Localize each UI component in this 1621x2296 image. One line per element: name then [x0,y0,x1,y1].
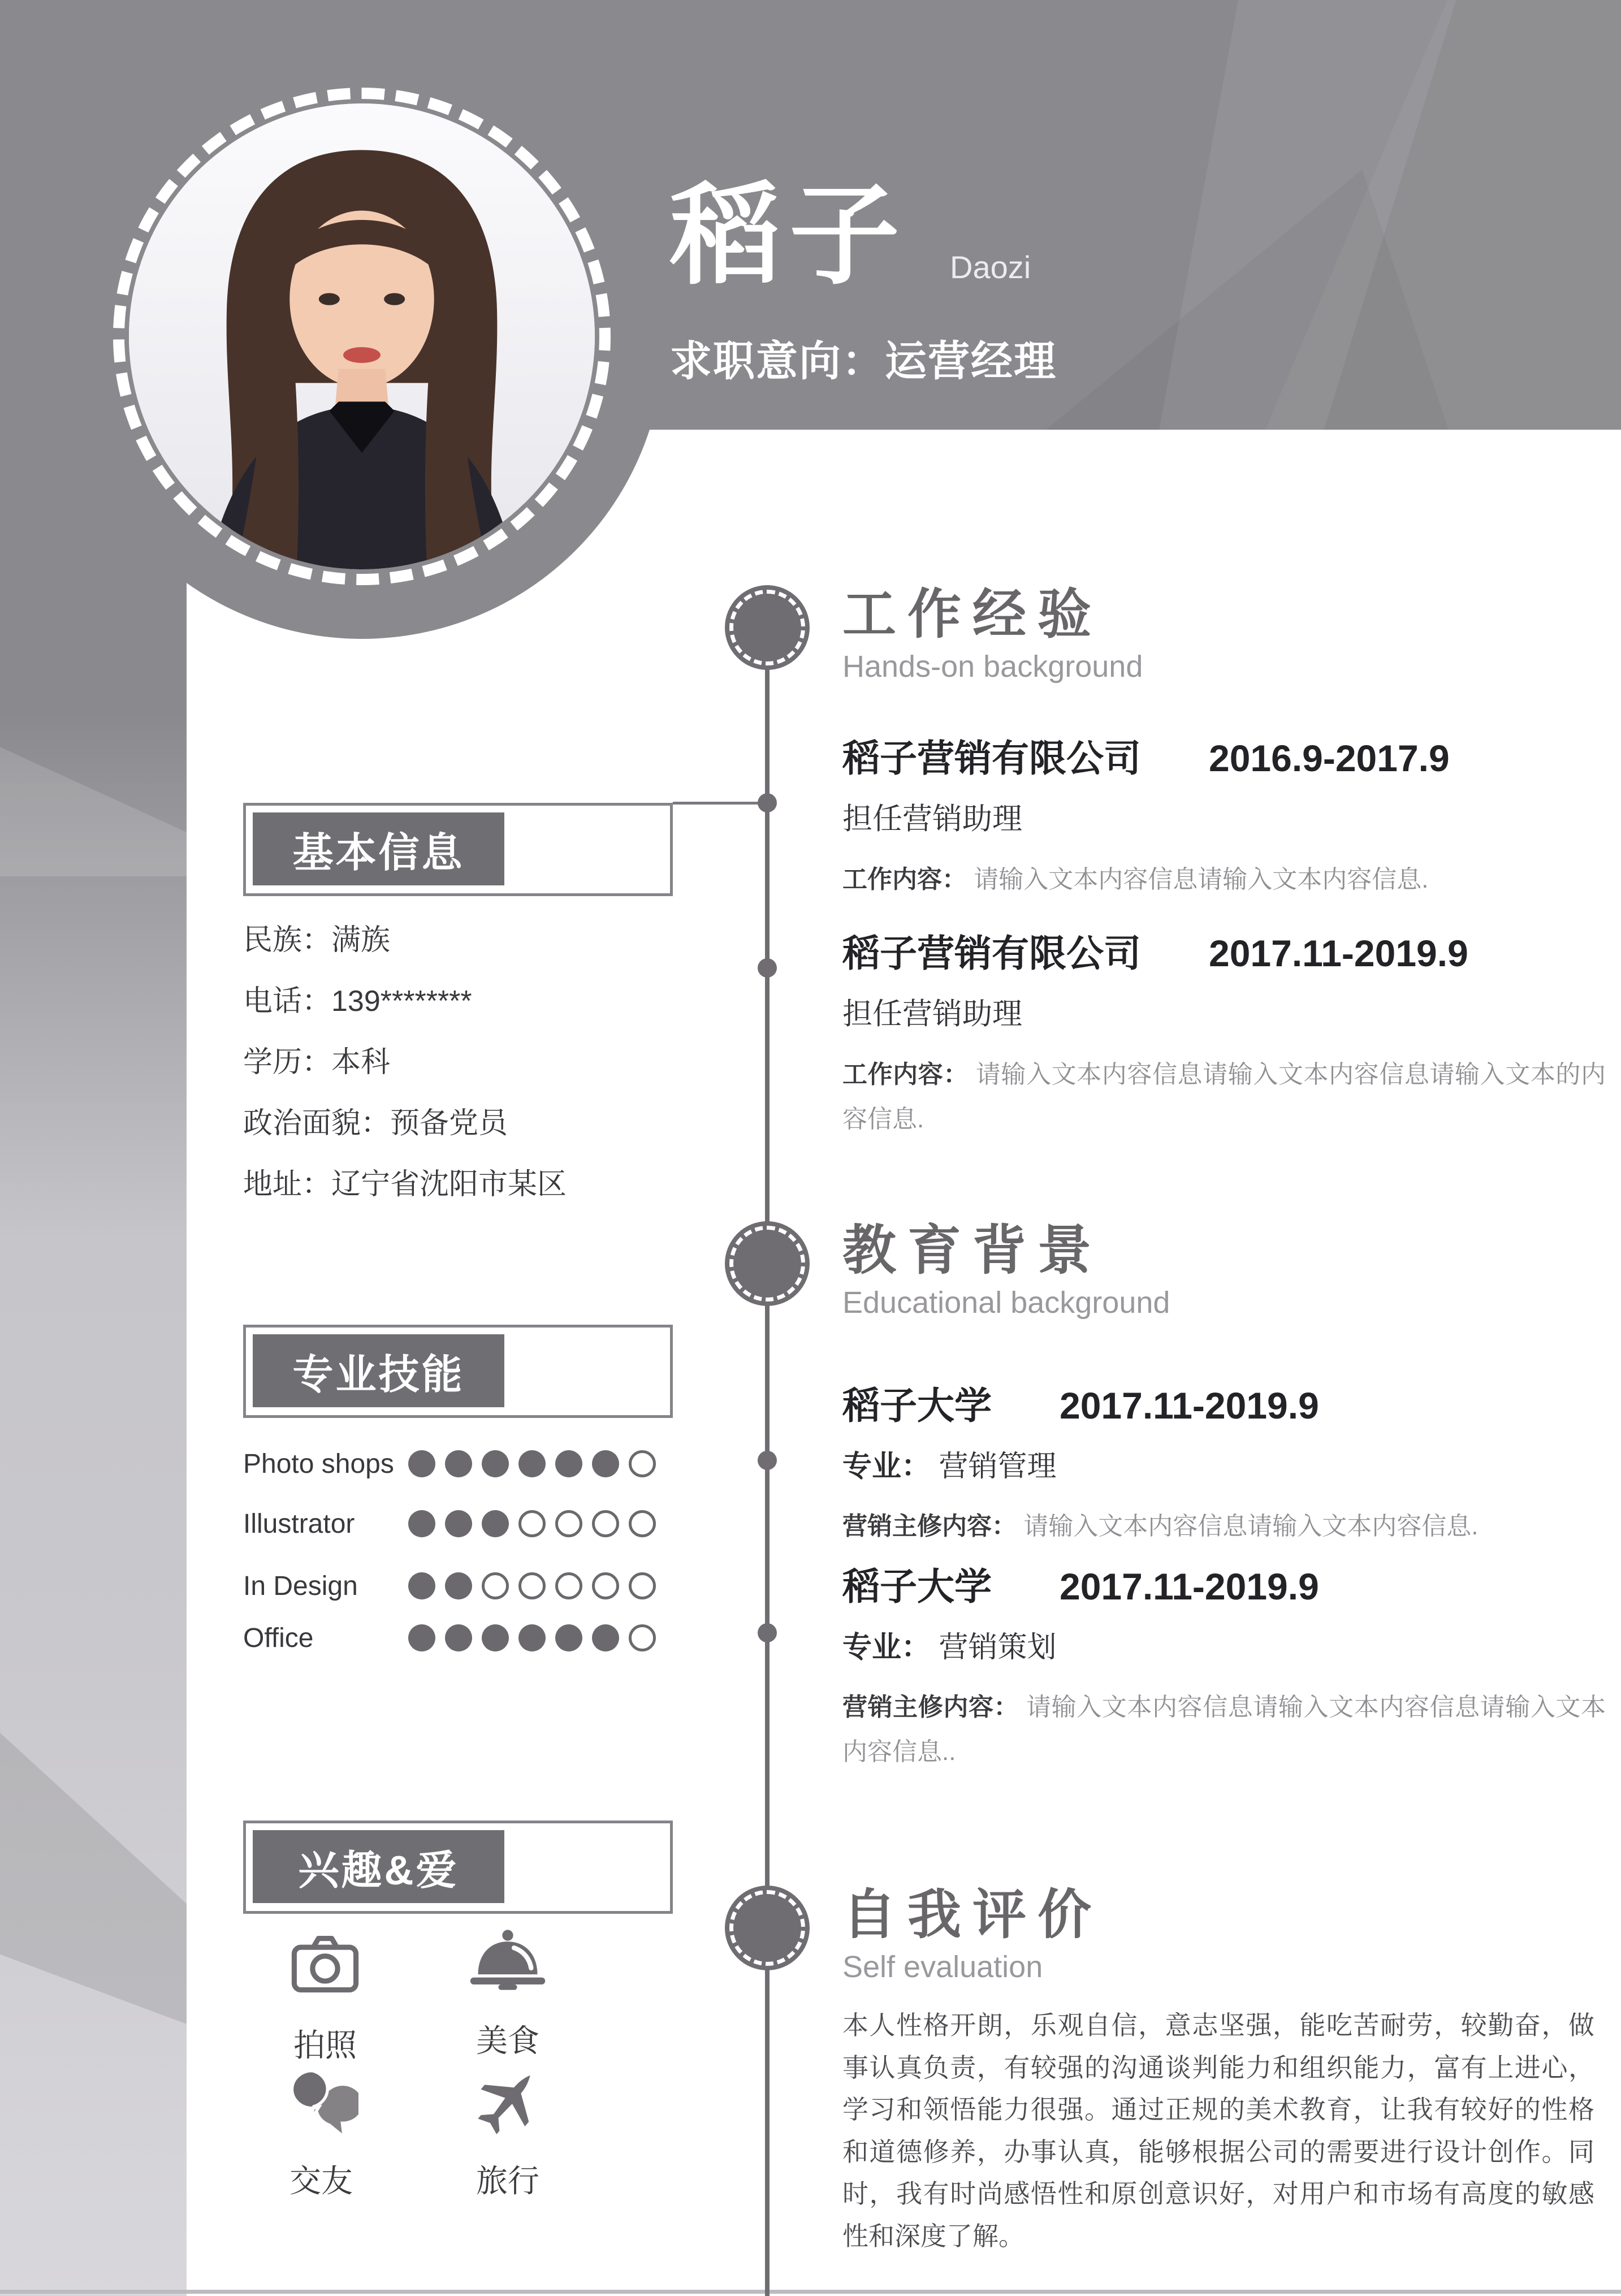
skill-dot-filled [445,1510,472,1537]
education-section-subtitle: Educational background [842,1286,1170,1320]
education-description-text: 请输入文本内容信息请输入文本内容信息. [1023,1512,1479,1540]
avatar-dashed-ring [113,88,611,585]
skill-dot-filled [408,1572,435,1599]
skills-title-box [243,1325,673,1418]
timeline-node [758,958,777,978]
skill-dot-empty [482,1572,509,1599]
timeline-node [758,1451,777,1470]
work-entry [842,738,1606,902]
skill-dot-filled [555,1624,582,1651]
evaluation-section-subtitle: Self evaluation [842,1950,1043,1984]
timeline-node [758,793,777,812]
skill-dot-empty [518,1510,546,1537]
work-period: 2017.11-2019.9 [1209,932,1468,974]
evaluation-section-circle [725,1886,810,1970]
work-period: 2016.9-2017.9 [1209,737,1450,779]
skill-dot-filled [555,1450,582,1477]
skill-dot-filled [445,1572,472,1599]
major-label: 专业： [842,1450,931,1483]
skill-name: In Design [243,1571,358,1601]
education-entry [842,1385,1606,1549]
work-role: 担任营销助理 [842,997,1022,1031]
skill-dot-filled [408,1510,435,1537]
hobby-item [282,2062,361,2202]
skill-dot-filled [518,1450,546,1477]
timeline-node [758,1623,777,1642]
skill-dot-filled [408,1624,435,1651]
education-period: 2017.11-2019.9 [1060,1385,1319,1426]
work-section-title: 工作经验 [842,585,1103,645]
skill-dot-filled [482,1510,509,1537]
work-description [842,857,1606,902]
skill-dot-filled [592,1624,619,1651]
skill-dot-filled [592,1450,619,1477]
education-description-label: 营销主修内容： [842,1693,1019,1721]
skill-dot-empty [592,1510,619,1537]
education-description [842,1504,1606,1549]
work-entry [842,933,1606,1141]
skill-dot-empty [555,1572,582,1599]
skill-dot-filled [445,1624,472,1651]
work-description-text: 请输入文本内容信息请输入文本内容信息请输入文本的内容信息. [842,1060,1606,1133]
education-period: 2017.11-2019.9 [1060,1566,1319,1607]
info-item: 民族：满族 [243,924,391,957]
info-item: 政治面貌：预备党员 [243,1107,508,1140]
basic-info-title: 基本信息 [253,812,504,885]
company-name: 稻子营销有限公司 [842,932,1141,974]
evaluation-section-title: 自我评价 [842,1885,1103,1945]
food-icon [468,1922,547,2001]
hobby-label: 交友 [289,2163,353,2199]
skill-name: Photo shops [243,1449,394,1479]
skill-dot-empty [629,1510,656,1537]
skill-dots [408,1572,656,1599]
page-bottom-edge [0,2290,1621,2294]
evaluation-text: 本人性格开朗，乐观自信，意志坚强，能吃苦耐劳，较勤奋，做事认真负责，有较强的沟通谈判能力和组织能力，富有上进心，学习和领悟能力很强。通过正规的美术教育，让我有较好的性格和道德修养，办事认真，能够根据公司的需要进行设计创作。同时，我有时尚感悟性和原创意识好，对用户和市场有高度的敏感性和深度了解。 [842,2010,1594,2251]
hobby-label: 拍照 [293,2027,357,2063]
interests-title-box [243,1821,673,1914]
education-description-text: 请输入文本内容信息请输入文本内容信息请输入文本内容信息.. [842,1693,1606,1766]
hobby-label: 旅行 [476,2163,539,2199]
skill-name: Illustrator [243,1509,355,1539]
skills-title: 专业技能 [253,1334,504,1407]
skill-dot-filled [482,1450,509,1477]
school-name: 稻子大学 [842,1385,992,1426]
work-description [842,1052,1606,1141]
skill-name: Office [243,1623,314,1653]
skill-dot-filled [482,1624,509,1651]
job-intention: 求职意向：运营经理 [670,338,1057,384]
hobby-label: 美食 [476,2023,539,2059]
skill-dot-empty [518,1572,546,1599]
skill-dot-filled [445,1450,472,1477]
major-value: 营销策划 [939,1631,1057,1664]
camera-icon [286,1927,365,2006]
company-name: 稻子营销有限公司 [842,737,1141,779]
info-item: 地址：辽宁省沈阳市某区 [243,1168,567,1201]
basic-info-title-box [243,803,673,896]
skill-dots [408,1624,656,1651]
timeline-line [765,585,770,2296]
major-label: 专业： [842,1631,931,1664]
education-section-circle [725,1221,810,1306]
education-section-title: 教育背景 [842,1221,1103,1281]
plane-icon [468,2062,547,2142]
education-description-label: 营销主修内容： [842,1512,1017,1540]
skill-dot-empty [592,1572,619,1599]
candidate-name: 稻子 [670,174,909,297]
info-item: 学历：本科 [243,1046,391,1079]
major-value: 营销管理 [939,1450,1057,1483]
hobby-item [286,1927,365,2066]
hobby-item [468,2062,547,2202]
basic-info-connector-line [673,802,767,805]
education-entry [842,1566,1606,1774]
work-description-text: 请输入文本内容信息请输入文本内容信息. [974,865,1429,893]
skill-dot-empty [629,1624,656,1651]
major-line [842,1442,1606,1485]
info-item: 电话：139******** [243,985,472,1018]
work-section-subtitle: Hands-on background [842,650,1143,684]
work-role: 担任营销助理 [842,802,1022,836]
skill-dots [408,1510,656,1537]
skill-dot-empty [555,1510,582,1537]
skill-dot-filled [518,1624,546,1651]
skill-dot-empty [629,1572,656,1599]
interests-title: 兴趣&爱 [253,1830,504,1903]
skill-dot-filled [408,1450,435,1477]
skill-dots [408,1450,656,1477]
work-description-label: 工作内容： [842,865,967,893]
work-section-circle [725,585,810,670]
hobby-item [468,1922,547,2061]
candidate-name-en: Daozi [950,249,1031,285]
major-line [842,1623,1606,1666]
chat-icon [282,2062,361,2142]
work-description-label: 工作内容： [842,1060,969,1088]
school-name: 稻子大学 [842,1566,992,1607]
education-description [842,1685,1606,1774]
skill-dot-empty [629,1450,656,1477]
